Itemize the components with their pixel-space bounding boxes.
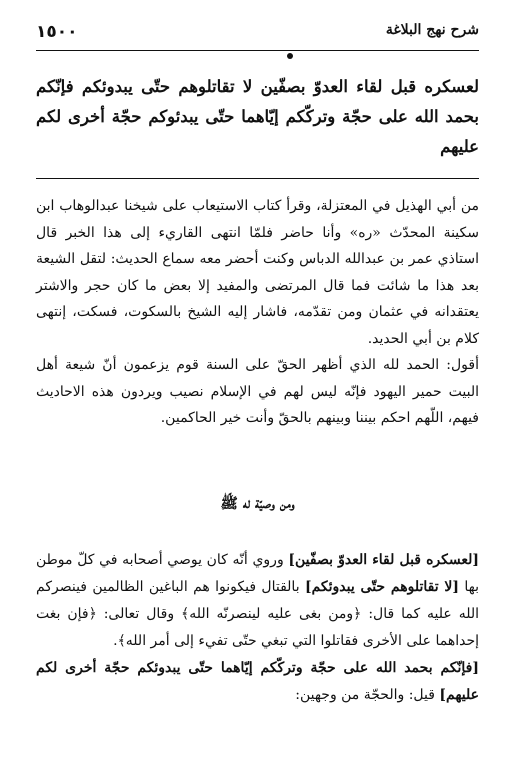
quoted-text-1: [لعسكره قبل لقاء العدوّ بصفّين] <box>288 552 479 568</box>
commentary-block <box>36 193 479 432</box>
header-ornament-dot <box>287 53 293 59</box>
quoted-text-2: [لا تقاتلوهم حتّى يبدوئكم] <box>304 579 459 595</box>
separator-rule <box>36 178 479 179</box>
explanation-text-2: بالقتال فيكونوا هم الباغين الظالمين فينصركم الله عليه كما قال: ﴿ومن بغى عليه لينصرنّه الله﴾ وقال تعالى: ﴿فإن بغت إحداهما على الأخرى فقاتلوا التي تبغي حتّى تفيء إلى أمر الله﴾. <box>36 579 479 649</box>
explanation-text-3: قيل: والحجّة من وجهين: <box>295 687 440 703</box>
main-text-block <box>36 72 479 162</box>
explanation-text-1: وروي أنّه كان يوصي أصحابه في كلّ موطن بها <box>36 552 479 595</box>
page-number: ١٥٠٠ <box>36 22 78 42</box>
main-text: لعسكره قبل لقاء العدوّ بصفّين لا تقاتلوهم حتّى يبدوئكم فإنّكم بحمد الله على حجّة وتركّكم إيّاهما حتّى يبدئوكم حجّة أخرى لكم عليهم <box>36 77 479 156</box>
section-paragraph-1 <box>36 547 479 655</box>
section-body <box>36 547 479 709</box>
section-paragraph-2 <box>36 655 479 709</box>
book-title: شرح نهج البلاغة <box>385 22 479 38</box>
quoted-text-3: [فإنّكم بحمد الله على حجّة وتركّكم إيّاهما حتّى يبدوئكم حجّة أخرى لكم عليهم] <box>36 660 479 703</box>
commentary-paragraph-1: من أبي الهذيل في المعتزلة، وقرأ كتاب الاستيعاب على شيخنا عبدالوهاب ابن سكينة المحدّث «ره» وأنا حاضر فلمّا انتهى القاريء إلى هذا الخبر قال استاذي عمر بن عبدالله الدباس وكنت أحضر معه سماع الحديث: لتقل الشيعة بعد هذا ما شائت فما قال المرتضى والمفيد إلا بعض ما كان حجر والاشتر يعتقدانه في عثمان ومن تقدّمه، فاشار إليه الشيخ بالسكوت، فسكت، إنتهى كلام بن أبي الحديد. <box>36 198 479 347</box>
section-heading: ومن وصيّة له ﷺ <box>220 495 295 512</box>
commentary-paragraph-2: أقول: الحمد لله الذي أظهر الحقّ على السنة قوم يزعمون أنّ شيعة أهل البيت حمير اليهود فإنّه ليس لهم في الإسلام نصيب ويردون هذه الاحاديث فيهم، اللّهم احكم بيننا وبينهم بالحقّ وأنت خير الحاكمين. <box>36 357 479 426</box>
header-rule <box>36 50 479 51</box>
running-header <box>36 22 479 46</box>
